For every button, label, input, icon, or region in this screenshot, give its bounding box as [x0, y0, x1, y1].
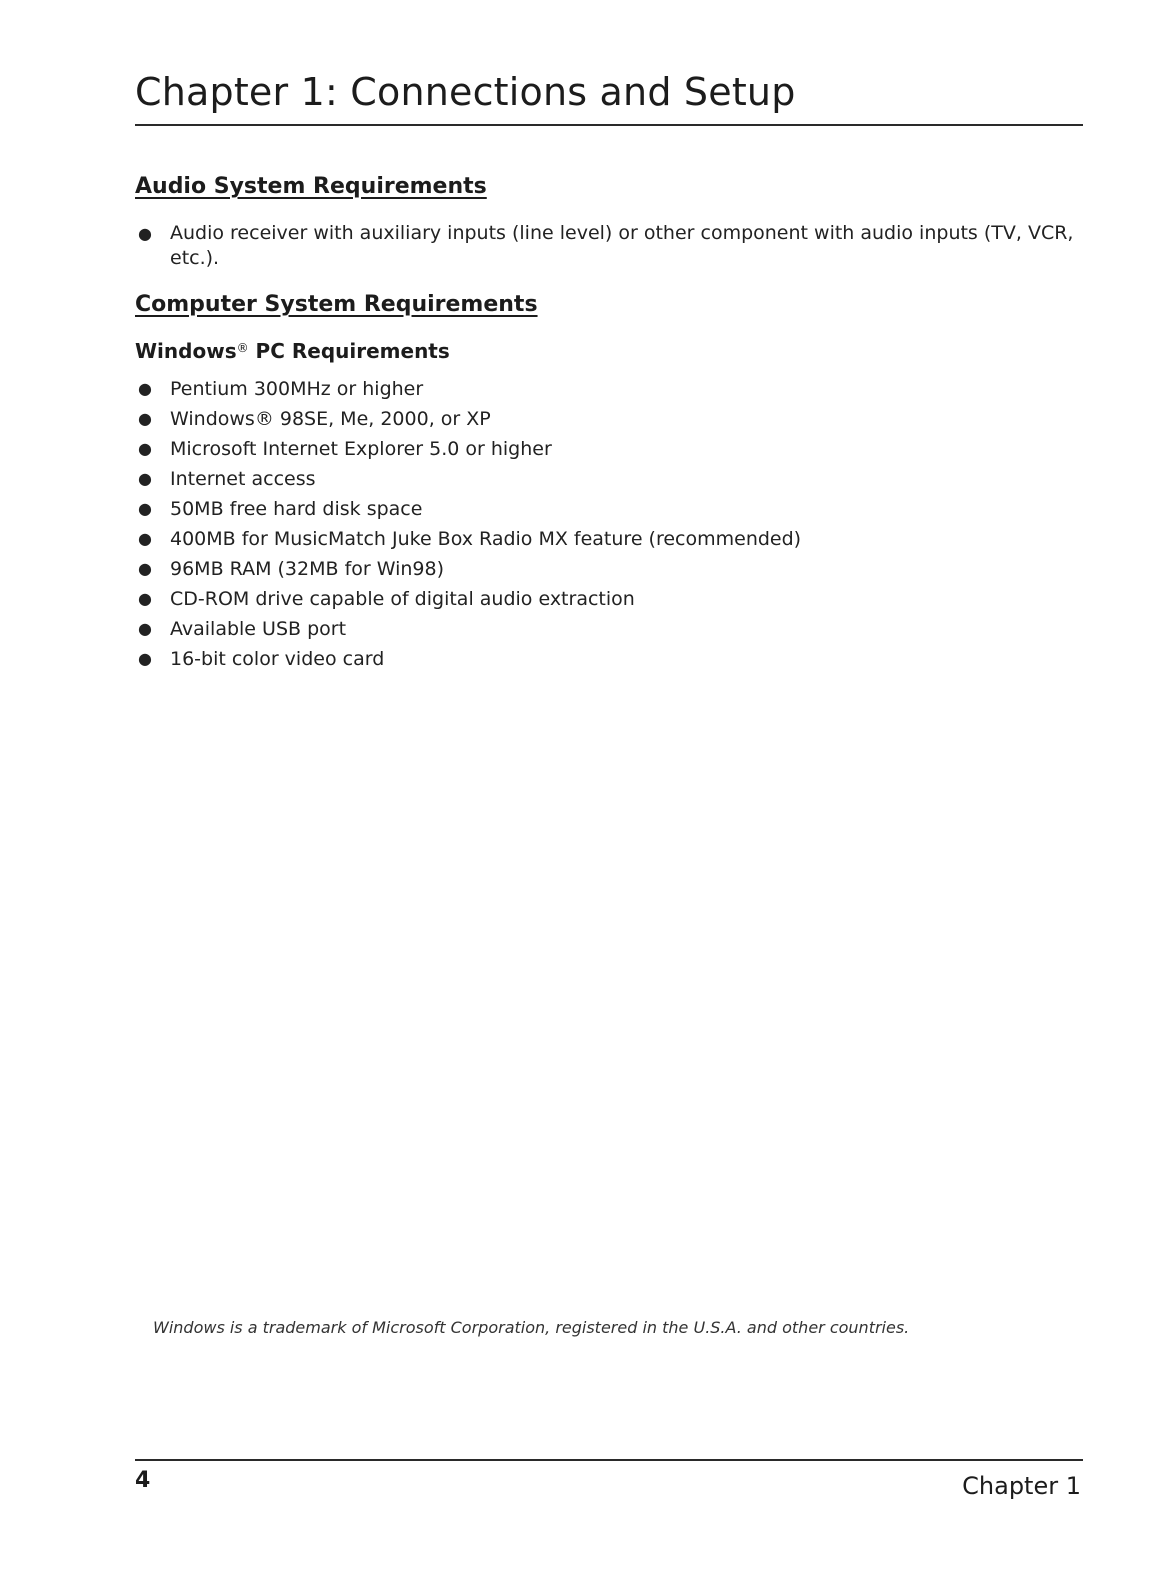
bullet-icon: ●: [138, 499, 152, 518]
list-item: [135, 464, 801, 494]
audio-requirements-list: [135, 221, 1080, 271]
windows-heading-text: Windows: [135, 339, 237, 363]
list-item: [135, 221, 1080, 271]
list-item: [135, 554, 801, 584]
bullet-icon: ●: [138, 589, 152, 608]
list-item: [135, 524, 801, 554]
list-item-text: 16-bit color video card: [170, 648, 385, 670]
list-item-text: Available USB port: [170, 618, 347, 640]
list-item: [135, 614, 801, 644]
audio-requirements-heading: Audio System Requirements: [135, 174, 487, 199]
trademark-note: Windows is a trademark of Microsoft Corporation, registered in the U.S.A. and other countries.: [153, 1318, 910, 1337]
computer-requirements-heading: Computer System Requirements: [135, 292, 538, 317]
bullet-icon: ●: [138, 379, 152, 398]
list-item: [135, 404, 801, 434]
footer-divider: [135, 1459, 1083, 1461]
title-divider: [135, 124, 1083, 126]
list-item-text: 400MB for MusicMatch Juke Box Radio MX feature (recommended): [170, 528, 802, 550]
bullet-icon: ●: [138, 559, 152, 578]
bullet-icon: ●: [138, 529, 152, 548]
list-item: [135, 644, 801, 674]
list-item: [135, 584, 801, 614]
list-item-text: Pentium 300MHz or higher: [170, 378, 424, 400]
footer-chapter-label: Chapter 1: [962, 1472, 1081, 1500]
list-item: [135, 494, 801, 524]
bullet-icon: ●: [138, 469, 152, 488]
page-number: 4: [135, 1468, 151, 1493]
bullet-icon: ●: [138, 649, 152, 668]
bullet-icon: ●: [138, 439, 152, 458]
list-item-text: Windows® 98SE, Me, 2000, or XP: [170, 408, 491, 430]
list-item-text: CD-ROM drive capable of digital audio extraction: [170, 588, 635, 610]
list-item-text: Microsoft Internet Explorer 5.0 or higher: [170, 438, 552, 460]
bullet-icon: ●: [138, 409, 152, 428]
list-item-text: 50MB free hard disk space: [170, 498, 423, 520]
bullet-icon: ●: [138, 224, 152, 243]
registered-mark: ®: [236, 341, 249, 355]
list-item-text: Internet access: [170, 468, 316, 490]
windows-pc-requirements-heading: [135, 339, 450, 363]
list-item: [135, 374, 801, 404]
windows-pc-requirements-list: [135, 374, 801, 674]
windows-heading-rest: PC Requirements: [248, 339, 450, 363]
chapter-title: Chapter 1: Connections and Setup: [135, 70, 796, 114]
list-item-text: Audio receiver with auxiliary inputs (line level) or other component with audio inputs (TV, VCR, etc.).: [170, 222, 1074, 269]
bullet-icon: ●: [138, 619, 152, 638]
list-item-text: 96MB RAM (32MB for Win98): [170, 558, 445, 580]
list-item: [135, 434, 801, 464]
